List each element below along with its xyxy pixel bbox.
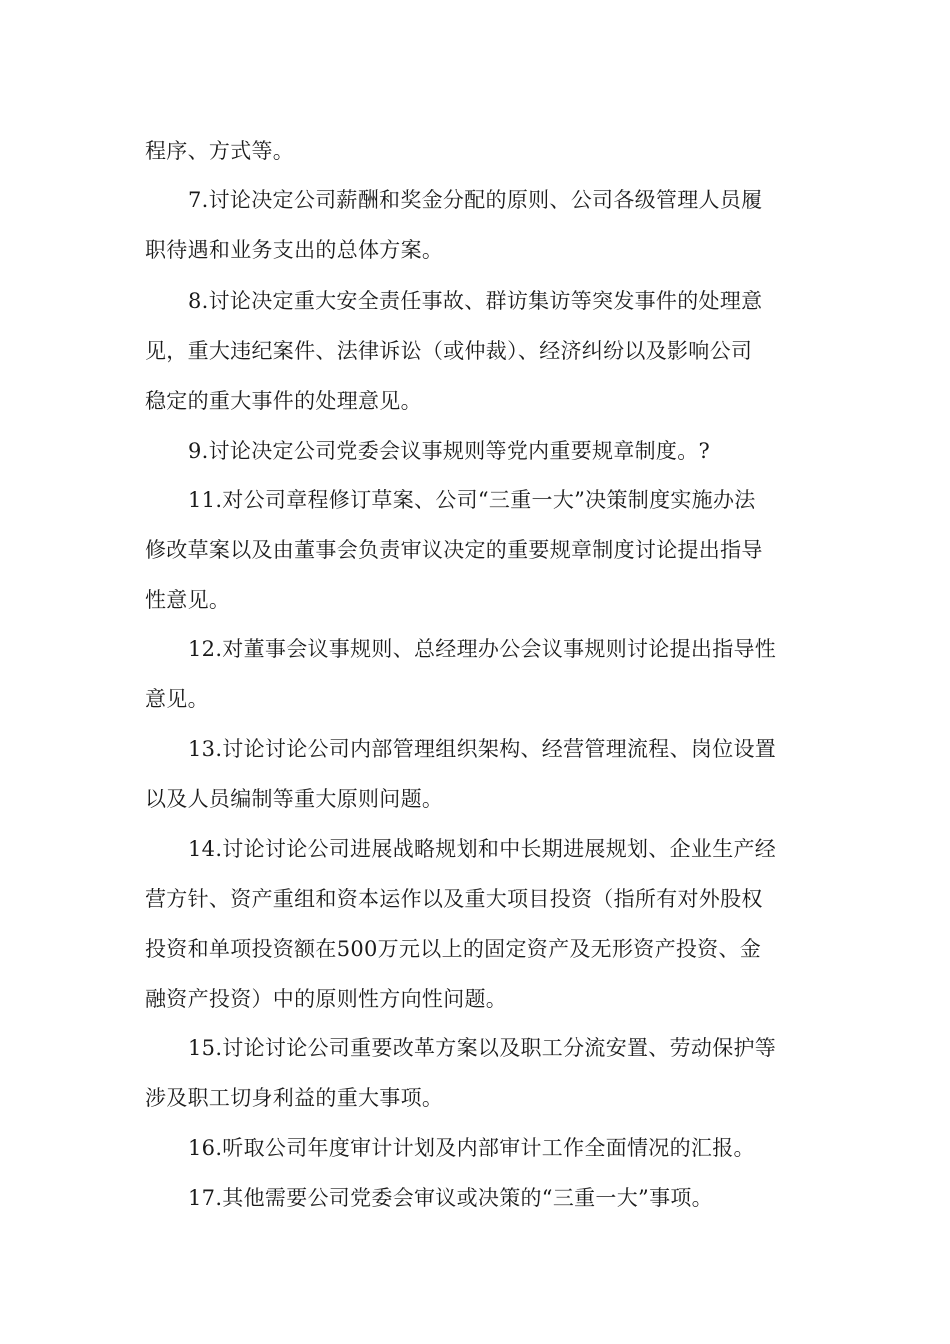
text-line: 投资和单项投资额在500万元以上的固定资产及无形资产投资、金 [145,937,762,961]
text-line: 17.其他需要公司党委会审议或决策的“三重一大”事项。 [188,1186,713,1210]
text-line: 8.讨论决定重大安全责任事故、群访集访等突发事件的处理意 [188,289,763,313]
text-line: 营方针、资产重组和资本运作以及重大项目投资（指所有对外股权 [145,887,763,911]
text-line: 职待遇和业务支出的总体方案。 [145,238,444,262]
text-line: 以及人员编制等重大原则问题。 [145,787,444,811]
text-line: 意见。 [145,687,209,711]
text-line: 13.讨论讨论公司内部管理组织架构、经营管理流程、岗位设置 [188,737,777,761]
text-line: 修改草案以及由董事会负责审议决定的重要规章制度讨论提出指导 [145,538,763,562]
text-line: 稳定的重大事件的处理意见。 [145,389,422,413]
text-line: 12.对董事会议事规则、总经理办公会议事规则讨论提出指导性 [188,637,777,661]
text-line: 11.对公司章程修订草案、公司“三重一大”决策制度实施办法 [188,488,756,512]
text-line: 9.讨论决定公司党委会议事规则等党内重要规章制度。? [188,439,711,463]
text-line: 7.讨论决定公司薪酬和奖金分配的原则、公司各级管理人员履 [188,188,763,212]
text-line: 程序、方式等。 [145,139,295,163]
text-line: 16.听取公司年度审计计划及内部审计工作全面情况的汇报。 [188,1136,755,1160]
text-line: 见，重大违纪案件、法律诉讼（或仲裁）、经济纠纷以及影响公司 [145,339,753,363]
text-line: 融资产投资）中的原则性方向性问题。 [145,987,508,1011]
text-line: 性意见。 [145,588,231,612]
text-line: 14.讨论讨论公司进展战略规划和中长期进展规划、企业生产经 [188,837,777,861]
text-line: 15.讨论讨论公司重要改革方案以及职工分流安置、劳动保护等 [188,1036,777,1060]
text-line: 涉及职工切身利益的重大事项。 [145,1086,444,1110]
